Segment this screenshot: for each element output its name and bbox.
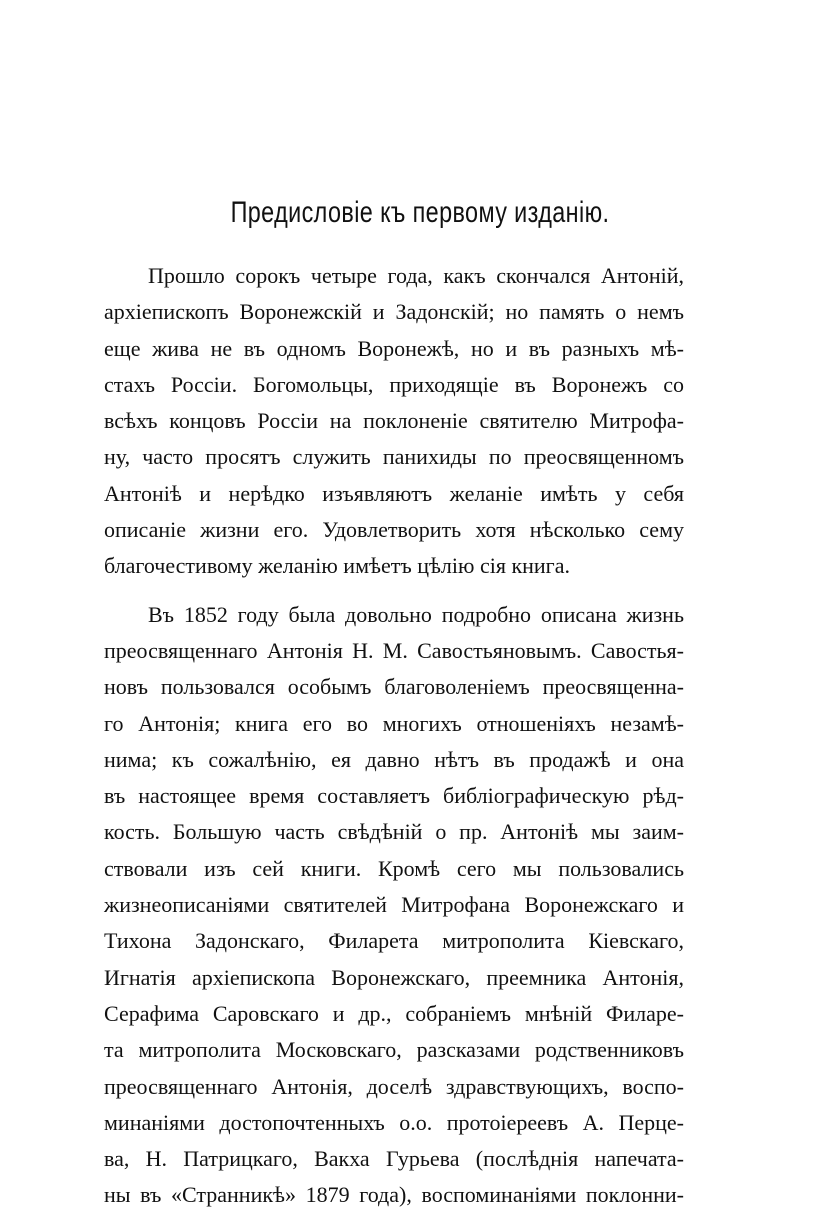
text-line: новъ пользовался особымъ благоволеніемъ преосвященна- <box>104 674 684 700</box>
text-line: благочестивому желанію имѣетъ цѣлію сія книга. <box>104 553 570 579</box>
text-line: архіепископъ Воронежскій и Задонскій; но память о немъ <box>104 299 684 325</box>
text-line: Тихона Задонскаго, Филарета митрополита Кіевскаго, <box>104 928 684 954</box>
page-title: Предисловіе къ первому изданію. <box>230 196 610 229</box>
paragraph-2 <box>104 597 684 1214</box>
text-line: Игнатія архіепископа Воронежскаго, преемника Антонія, <box>104 964 684 990</box>
text-line: еще жива не въ одномъ Воронежѣ, но и въ разныхъ мѣ- <box>104 335 684 361</box>
text-line: го Антонія; книга его во многихъ отношеніяхъ незамѣ- <box>104 710 684 736</box>
text-line: Прошло сорокъ четыре года, какъ скончался Антоній, <box>148 263 684 288</box>
text-line: минаніями достопочтенныхъ о.о. протоіереевъ А. Перце- <box>104 1109 684 1135</box>
text-line: нима; къ сожалѣнію, ея давно нѣтъ въ продажѣ и она <box>104 746 684 772</box>
text-line: та митрополита Московскаго, разсказами родственниковъ <box>104 1037 684 1063</box>
text-line: ва, Н. Патрицкаго, Вакха Гурьева (послѣднія напечата- <box>104 1146 684 1172</box>
text-line: Антоніѣ и нерѣдко изъявляютъ желаніе имѣть у себя <box>104 480 684 506</box>
text-line: жизнеописаніями святителей Митрофана Воронежскаго и <box>104 892 684 918</box>
text-line: преосвященнаго Антонія, доселѣ здравствующихъ, воспо- <box>104 1073 684 1099</box>
body-text <box>104 258 684 1214</box>
text-line: стахъ Россіи. Богомольцы, приходящіе въ Воронежъ со <box>104 371 684 397</box>
paragraph-1 <box>104 258 684 585</box>
text-line: всѣхъ концовъ Россіи на поклоненіе святителю Митрофа- <box>104 408 684 434</box>
text-line: описаніе жизни его. Удовлетворить хотя нѣсколько сему <box>104 517 684 543</box>
text-line: Серафима Саровскаго и др., собраніемъ мнѣній Филаре- <box>104 1000 684 1026</box>
text-line: ну, часто просятъ служить панихиды по преосвященномъ <box>104 444 684 470</box>
text-line: въ настоящее время составляетъ библіографическую рѣд- <box>104 783 684 809</box>
text-line: преосвященнаго Антонія Н. М. Савостьяновымъ. Савостья- <box>104 637 684 663</box>
paragraph-gap <box>104 585 684 597</box>
text-line: кость. Большую часть свѣдѣній о пр. Антоніѣ мы заим- <box>104 819 684 845</box>
text-line: ны въ «Странникѣ» 1879 года), воспоминаніями поклонни- <box>104 1182 684 1208</box>
text-line: Въ 1852 году была довольно подробно описана жизнь <box>148 601 684 627</box>
text-line: ствовали изъ сей книги. Кромѣ сего мы пользовались <box>104 855 684 881</box>
